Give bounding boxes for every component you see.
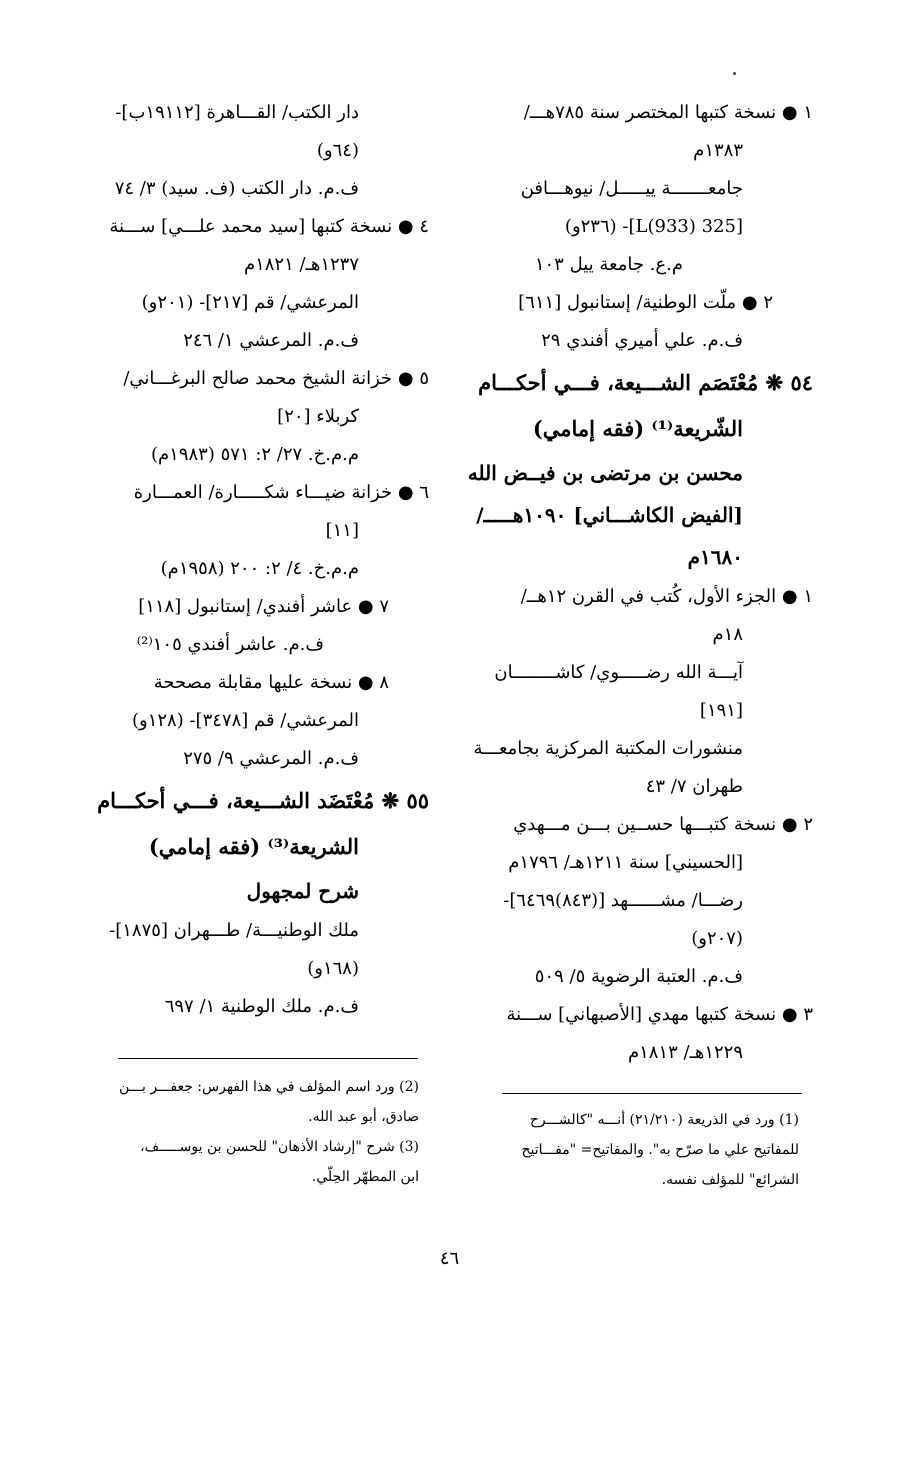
text-line: رضـــا/ مشــــــهد [(٨٤٣)٦٤٦٩]- [503, 890, 743, 911]
footnote-divider-right [502, 1093, 802, 1094]
footnote-line: (2) ورد اسم المؤلف في هذا الفهرس: جعفـــر بـــن [119, 1079, 419, 1095]
text-line: م.م.خ. ٢٧/ ٢: ٥٧١ (١٩٨٣م) [150, 444, 359, 465]
text-line: آيـــة الله رضـــــوي/ كاشــــــــان [494, 662, 743, 683]
text-line: ف.م. ملك الوطنية ١/ ٦٩٧ [164, 996, 359, 1017]
text-line: منشورات المكتبة المركزية بجامعـــة [473, 738, 743, 759]
text-line: ٧ ● عاشر أفندي/ إستانبول [١١٨] [138, 596, 389, 617]
text-line: ١٦٨٠م [687, 545, 743, 569]
text-line: ف.م. المرعشي ١/ ٢٤٦ [183, 330, 359, 351]
text-line: كربلاء [٢٠] [277, 406, 359, 427]
text-line: ف.م. عاشر أفندي ١٠٥⁽²⁾ [136, 634, 324, 655]
text-line: ف.م. العتبة الرضوية ٥/ ٥٠٩ [534, 966, 743, 987]
left-column [34, 94, 429, 1026]
text-line: ١ ● الجزء الأول، كُتب في القرن ١٢هــ/ [520, 586, 813, 607]
text-line: الشّريعة⁽¹⁾ (فقه إمامي) [532, 416, 743, 441]
footnote-line: ابن المطهّر الحِلّي. [311, 1169, 419, 1185]
right-column [433, 94, 813, 1072]
text-line: [الحسيني] سنة ١٢١١هـ/ ١٧٩٦م [508, 852, 743, 873]
text-line: ٤ ● نسخة كتبها [سيد محمد علـــي] ســـنة [109, 216, 429, 237]
text-line: شرح لمجهول [246, 879, 359, 903]
footnote-line: الشرائع" للمؤلف نفسه. [661, 1172, 799, 1188]
text-line: ف.م. علي أميري أفندي ٢٩ [541, 330, 743, 351]
footnote-line: للمفاتيح علي ما صرّح به". والمفاتيح= "مفـــاتيح [521, 1142, 799, 1158]
text-line: ٣ ● نسخة كتبها مهدي [الأصبهاني] ســـنة [506, 1004, 813, 1025]
text-line: ف.م. دار الكتب (ف. سيد) ٣/ ٧٤ [114, 178, 359, 199]
footnote-line: صادق، أبو عبد الله. [308, 1109, 419, 1125]
text-line: ف.م. المرعشي ٩/ ٢٧٥ [183, 748, 359, 769]
text-line: م.ع. جامعة ييل ١٠٣ [534, 254, 683, 275]
text-line: ١٢٢٩هـ/ ١٨١٣م [627, 1042, 743, 1063]
text-line: (١٦٨و) [307, 958, 359, 979]
text-line: ٥٤ ❋ مُعْتَصَم الشـــيعة، فـــي أحكـــام [478, 370, 813, 395]
text-line: (٦٤و) [316, 140, 359, 161]
text-line: المرعشي/ قم [٣٤٧٨]- (١٢٨و) [131, 710, 359, 731]
text-line: [325 L(933)]- (٢٣٦و) [564, 216, 743, 237]
page-number: ٤٦ [439, 1248, 460, 1269]
text-line: ١٢٣٧هـ/ ١٨٢١م [243, 254, 359, 275]
text-line: [الفيض الكاشـــاني] ١٠٩٠هـــــ/ [476, 503, 743, 527]
text-line: ٨ ● نسخة عليها مقابلة مصححة [153, 672, 389, 693]
text-line: ١٨م [712, 624, 743, 645]
footnote-divider-left [118, 1058, 418, 1059]
footnote-line: (1) ورد في الذريعة (٢١/٢١٠) أنـــه "كالشـــرح [529, 1112, 799, 1128]
text-line: المرعشي/ قم [٢١٧]- (٢٠١و) [141, 292, 359, 313]
text-line: ٥٥ ❋ مُعْتَضَد الشـــيعة، فـــي أحكـــام [97, 788, 429, 813]
text-line: محسن بن مرتضى بن فيــض الله [467, 461, 743, 485]
text-line: جامعـــــــة ييـــــل/ نيوهـــافن [520, 178, 743, 199]
text-line: طهران ٧/ ٤٣ [645, 776, 743, 797]
text-line: [١٩١] [699, 700, 743, 721]
text-line: ملك الوطنيـــة/ طـــهران [١٨٧٥]- [109, 920, 359, 941]
footnotes-right [469, 1105, 799, 1195]
text-line: ٢ ● ملّت الوطنية/ إستانبول [٦١١] [518, 292, 773, 313]
text-line: الشريعة⁽³⁾ (فقه إمامي) [148, 834, 359, 859]
text-line: (٢٠٧و) [691, 928, 743, 949]
text-line: ٢ ● نسخة كتبـــها حســين بـــن مـــهدي [513, 814, 813, 835]
text-line: ١٣٨٣م [693, 140, 743, 161]
stray-dot [733, 72, 736, 75]
text-line: [١١] [325, 520, 359, 541]
text-line: دار الكتب/ القـــاهرة [١٩١١٢ب]- [115, 102, 359, 123]
text-line: م.م.خ. ٤/ ٢: ٢٠٠ (١٩٥٨م) [160, 558, 359, 579]
text-line: ٥ ● خزانة الشيخ محمد صالح البرغـــاني/ [123, 368, 429, 389]
text-line: ٦ ● خزانة ضيـــاء شكـــــارة/ العمـــارة [133, 482, 429, 503]
text-line: ١ ● نسخة كتبها المختصر سنة ٧٨٥هـــ/ [523, 102, 813, 123]
footnotes-left [87, 1072, 419, 1192]
footnote-line: (3) شرح "إرشاد الأذهان" للحسن بن يوســـــف، [140, 1139, 419, 1155]
